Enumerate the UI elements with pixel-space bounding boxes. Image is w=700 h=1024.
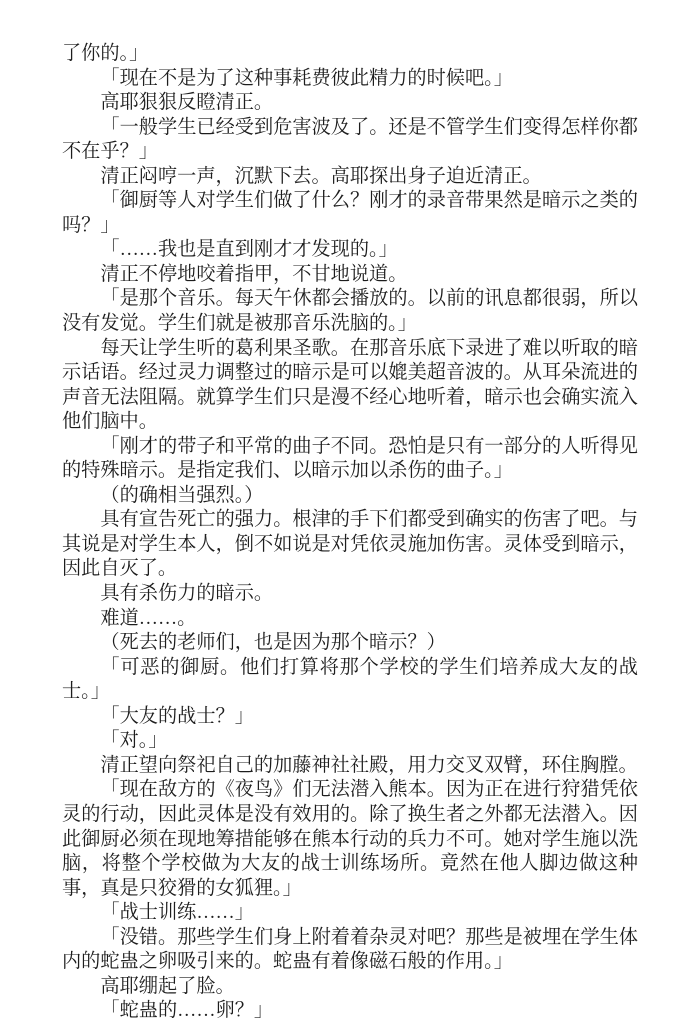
paragraph: 「御厨等人对学生们做了什么？刚才的录音带果然是暗示之类的吗？」 — [62, 190, 638, 236]
paragraph: 难道……。 — [100, 607, 197, 629]
paragraph: （死去的老师们，也是因为那个暗示？） — [100, 632, 446, 654]
paragraph: 清正不停地咬着指甲，不甘地说道。 — [100, 263, 408, 285]
paragraph: 具有杀伤力的暗示。 — [100, 583, 274, 605]
paragraph: 清正闷哼一声，沉默下去。高耶探出身子迫近清正。 — [100, 165, 542, 187]
paragraph: 「可恶的御厨。他们打算将那个学校的学生们培养成大友的战士。」 — [62, 656, 638, 703]
paragraph: 「战士训练……」 — [100, 902, 254, 924]
paragraph: 「对。」 — [100, 730, 168, 752]
paragraph: 「现在不是为了这种事耗费彼此精力的时候吧。」 — [100, 67, 513, 89]
paragraph: 了你的。」 — [62, 43, 149, 64]
paragraph: 每天让学生听的葛利果圣歌。在那音乐底下录进了难以听取的暗示话语。经过灵力调整过的暗示是可以媲美超音波的。从耳朵流进的声音无法阻隔。就算学生们只是漫不经心地听着，暗示也会确实流入他们脑中。 — [62, 337, 638, 433]
paragraph: 高耶狠狠反瞪清正。 — [100, 92, 274, 114]
paragraph: 「……我也是直到刚才才发现的。」 — [100, 239, 398, 261]
paragraph: 「现在敌方的《夜鸟》们无法潜入熊本。因为正在进行狩猎凭依灵的行动，因此灵体是没有效用的。除了换生者之外都无法潜入。因此御厨必须在现地筹措能够在熊本行动的兵力不可。她对学生施以洗脑，将整个学校做为大友的战士训练场所。竟然在他人脚边做这种事，真是只狡猾的女狐狸。」 — [62, 779, 638, 899]
paragraph: 「蛇蛊的……卵？」 — [100, 1000, 274, 1022]
paragraph: 具有宣告死亡的强力。根津的手下们都受到确实的伤害了吧。与其说是对学生本人，倒不如说是对凭依灵施加伤害。灵体受到暗示，因此自灭了。 — [62, 509, 638, 580]
paragraph: 高耶绷起了脸。 — [100, 975, 235, 997]
document-body-text — [62, 42, 638, 1024]
paragraph: 「刚才的带子和平常的曲子不同。恐怕是只有一部分的人听得见的特殊暗示。是指定我们、以暗示加以杀伤的曲子。」 — [62, 435, 638, 482]
paragraph: 「没错。那些学生们身上附着着杂灵对吧？那些是被埋在学生体内的蛇蛊之卵吸引来的。蛇蛊有着像磁石般的作用。」 — [62, 926, 638, 973]
paragraph: 清正望向祭祀自己的加藤神社社殿，用力交叉双臂，环住胸膛。 — [100, 754, 638, 776]
paragraph: 「是那个音乐。每天午休都会播放的。以前的讯息都很弱，所以没有发觉。学生们就是被那音乐洗脑的。」 — [62, 288, 638, 335]
paragraph: 「大友的战士？」 — [100, 705, 254, 727]
paragraph: （的确相当强烈。） — [100, 484, 264, 506]
paragraph: 「一般学生已经受到危害波及了。还是不管学生们变得怎样你都不在乎？」 — [62, 116, 638, 163]
